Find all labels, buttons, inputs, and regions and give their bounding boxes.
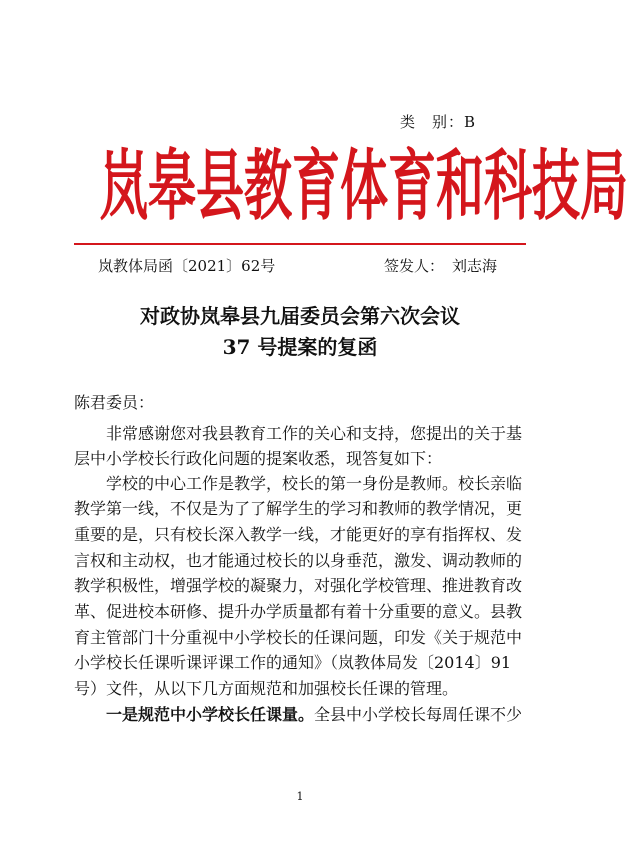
document-number: 岚教体局函〔2021〕62号 [98,257,276,275]
body-paragraph-3-line-1 [106,702,522,725]
body-paragraph-2-line-6: 革、促进校本研修、提升办学质量都有着十分重要的意义。县教 [74,602,523,621]
body-paragraph-1-line-1: 非常感谢您对我县教育工作的关心和支持，您提出的关于基 [106,424,523,443]
point-one-text: 全县中小学校长每周任课不少 [314,705,523,724]
organization-name: 岚皋县教育体育和科技局 [100,142,628,232]
document-title-line-2: 37 号提案的复函 [222,335,378,359]
body-paragraph-2-line-8: 小学校长任课听课评课工作的通知》（岚教体局发〔2014〕91 [74,653,512,672]
organization-header [100,142,628,232]
signer-label: 签发人： [384,257,445,275]
body-paragraph-2-line-2: 教学第一线，不仅是为了了解学生的学习和教师的教学情况，更 [74,499,523,518]
body-paragraph-2-line-7: 育主管部门十分重视中小学校长的任课问题，印发《关于规范中 [74,628,523,647]
category-label: 类 [400,113,417,131]
point-one-heading: 一是规范中小学校长任课量。 [106,705,315,724]
page-number: 1 [296,790,304,803]
document-title-line-1: 对政协岚皋县九届委员会第六次会议 [140,304,460,328]
signer-info [384,255,497,276]
signer-name: 刘志海 [452,257,498,275]
category-label-2: 别： [432,113,465,131]
salutation: 陈君委员： [74,393,155,412]
header-divider [74,243,526,245]
category-value: B [464,113,477,131]
body-paragraph-2-line-9: 号）文件，从以下几方面规范和加强校长任课的管理。 [74,679,459,698]
body-paragraph-1-line-2: 层中小学校长行政化问题的提案收悉，现答复如下： [74,449,443,468]
body-paragraph-2-line-5: 教学积极性，增强学校的凝聚力，对强化学校管理、推进教育改 [74,576,523,595]
body-paragraph-2-line-1: 学校的中心工作是教学，校长的第一身份是教师。校长亲临 [106,474,523,493]
body-paragraph-2-line-4: 言权和主动权，也才能通过校长的以身垂范，激发、调动教师的 [74,551,523,570]
body-paragraph-2-line-3: 重要的是，只有校长深入教学一线，才能更好的享有指挥权、发 [74,525,523,544]
